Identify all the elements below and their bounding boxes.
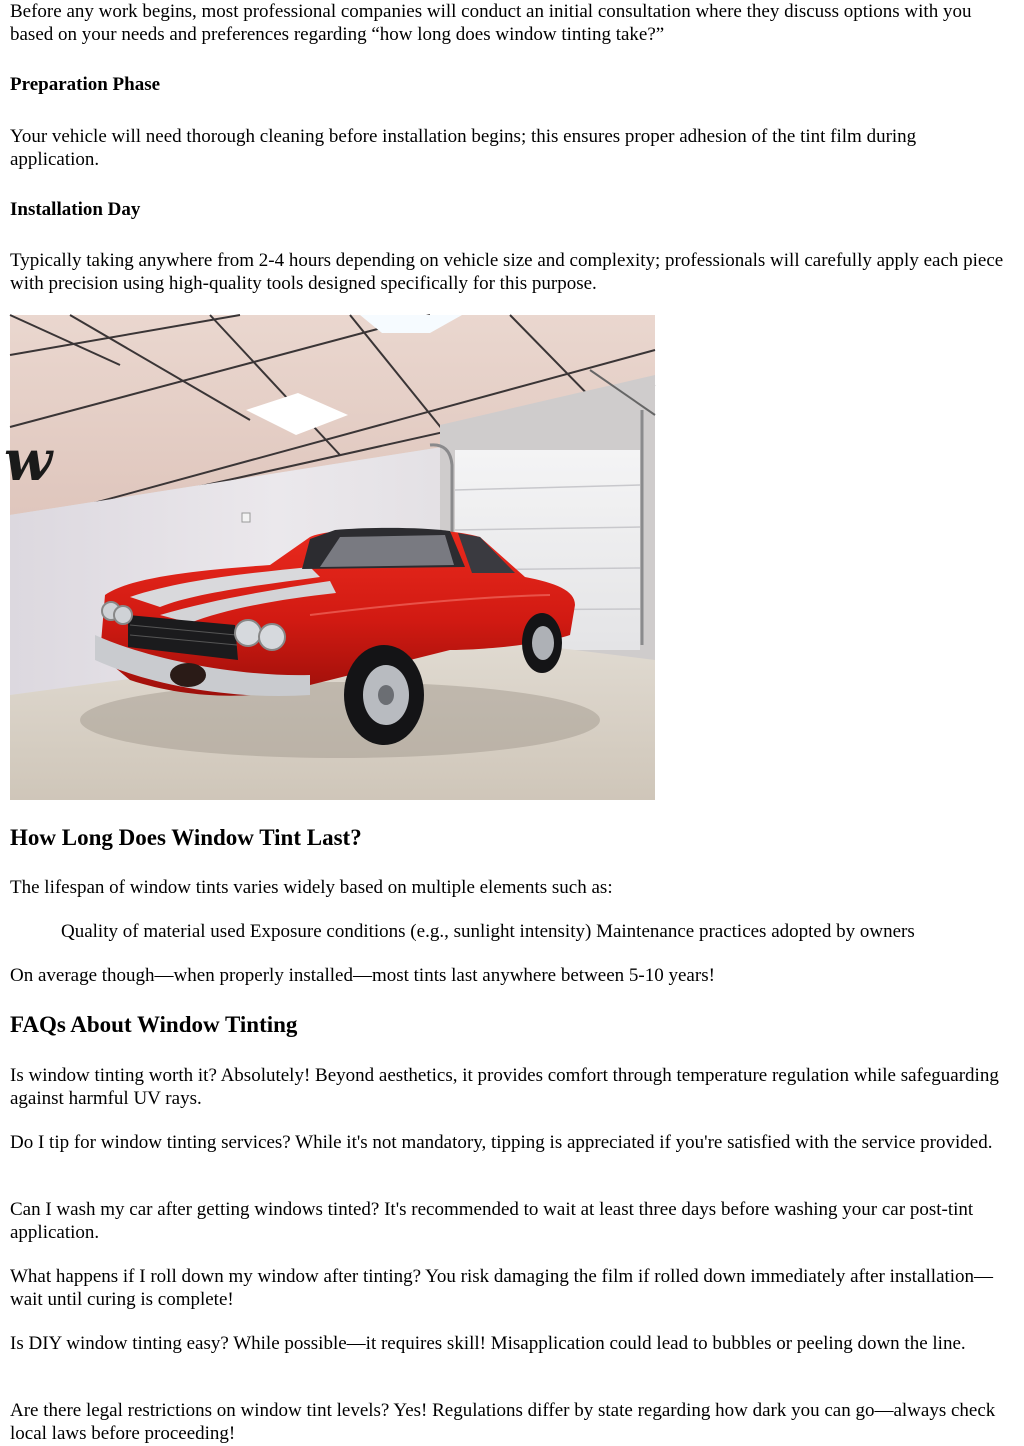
faq-item: Is window tinting worth it? Absolutely! Beyond aesthetics, it provides comfort through temperature regulation while safeguarding against harmful UV rays. — [10, 1065, 999, 1109]
installation-heading: Installation Day — [10, 199, 141, 220]
car-photo — [4, 315, 655, 800]
tint-last-average: On average though—when properly installed—most tints last anywhere between 5-10 years! — [10, 965, 715, 986]
faq-heading: FAQs About Window Tinting — [10, 1012, 298, 1037]
intro-paragraph: Before any work begins, most professional companies will conduct an initial consultation where they discuss options with you based on your needs and preferences regarding “how long does window tinting take?” — [10, 1, 972, 45]
tint-last-factors: Quality of material used Exposure conditions (e.g., sunlight intensity) Maintenance practices adopted by owners — [61, 921, 915, 942]
faq-item: Are there legal restrictions on window tint levels? Yes! Regulations differ by state regarding how dark you can go—always check local laws before proceeding! — [10, 1400, 996, 1444]
tint-last-heading: How Long Does Window Tint Last? — [10, 825, 362, 850]
faq-item: Can I wash my car after getting windows tinted? It's recommended to wait at least three days before washing your car post-tint application. — [10, 1199, 974, 1243]
preparation-paragraph: Your vehicle will need thorough cleaning before installation begins; this ensures proper adhesion of the tint film during application. — [10, 126, 917, 170]
faq-item: Is DIY window tinting easy? While possible—it requires skill! Misapplication could lead to bubbles or peeling down the line. — [10, 1333, 966, 1354]
faq-item: Do I tip for window tinting services? While it's not mandatory, tipping is appreciated if you're satisfied with the service provided. — [10, 1132, 993, 1153]
faq-item: What happens if I roll down my window after tinting? You risk damaging the film if rolled down immediately after installation—wait until curing is complete! — [10, 1266, 994, 1310]
preparation-heading: Preparation Phase — [10, 74, 161, 95]
tint-last-intro: The lifespan of window tints varies widely based on multiple elements such as: — [10, 877, 613, 898]
svg-text:w: w — [4, 428, 53, 494]
installation-paragraph: Typically taking anywhere from 2-4 hours depending on vehicle size and complexity; professionals will carefully apply each piece with precision using high-quality tools designed specifically for this purpose. — [10, 250, 1004, 294]
